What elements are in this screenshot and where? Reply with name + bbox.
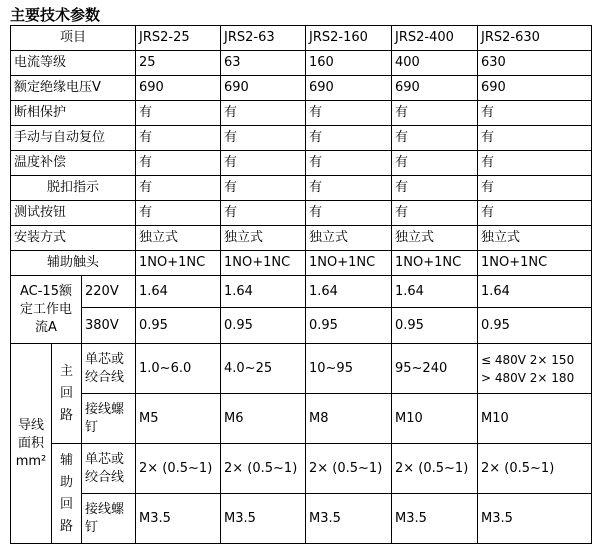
row-label: 安装方式 [11, 226, 136, 251]
ac15-label: AC-15额定工作电流A [11, 276, 82, 344]
cell-line: > 480V 2× 180 [481, 370, 575, 385]
table-cell: 160 [306, 51, 392, 76]
table-cell: M6 [221, 394, 306, 444]
table-cell: 有 [392, 201, 478, 226]
table-row [11, 76, 592, 101]
table-cell: M3.5 [392, 494, 478, 544]
table-cell: 63 [221, 51, 306, 76]
table-cell: 有 [306, 101, 392, 126]
header-model: JRS2-400 [392, 26, 478, 51]
table-row [11, 494, 592, 544]
table-cell: 有 [306, 176, 392, 201]
table-cell: 有 [221, 101, 306, 126]
table-cell: 1.0~6.0 [136, 344, 221, 394]
spec-table [10, 25, 592, 544]
table-cell: 有 [136, 101, 221, 126]
header-model: JRS2-63 [221, 26, 306, 51]
table-row [11, 251, 592, 276]
table-cell: 1.64 [478, 276, 592, 308]
table-cell: 690 [478, 76, 592, 101]
table-cell: 630 [478, 51, 592, 76]
row-label: 测试按钮 [11, 201, 136, 226]
table-cell: 有 [478, 201, 592, 226]
table-cell: 1NO+1NC [478, 251, 592, 276]
table-cell: 0.95 [306, 308, 392, 344]
table-cell: 10~95 [306, 344, 392, 394]
row-label: 断相保护 [11, 101, 136, 126]
table-row [11, 151, 592, 176]
table-cell: M10 [478, 394, 592, 444]
table-cell: M5 [136, 394, 221, 444]
table-row [11, 126, 592, 151]
table-cell: 有 [306, 126, 392, 151]
table-cell: 2× (0.5~1) [136, 444, 221, 494]
table-cell: 独立式 [306, 226, 392, 251]
table-cell: 690 [136, 76, 221, 101]
table-cell: 有 [306, 151, 392, 176]
table-row [11, 201, 592, 226]
table-cell: 有 [478, 151, 592, 176]
table-row [11, 308, 592, 344]
table-cell: M3.5 [136, 494, 221, 544]
row-sublabel: 接线螺钉 [82, 494, 136, 544]
table-row [11, 344, 592, 394]
table-row [11, 101, 592, 126]
page-title: 主要技术参数 [10, 6, 101, 24]
table-cell: 0.95 [392, 308, 478, 344]
row-sublabel: 单芯或绞合线 [82, 344, 136, 394]
table-cell: 有 [392, 151, 478, 176]
table-cell [478, 344, 592, 394]
table-cell: 有 [136, 201, 221, 226]
table-cell: 有 [478, 101, 592, 126]
cell-line: ≤ 480V 2× 150 [481, 352, 575, 367]
header-item: 项目 [11, 26, 136, 51]
table-cell: 0.95 [136, 308, 221, 344]
table-cell: 独立式 [136, 226, 221, 251]
row-sublabel: 220V [82, 276, 136, 308]
table-cell: 有 [221, 201, 306, 226]
table-cell: 独立式 [221, 226, 306, 251]
header-row [11, 26, 592, 51]
row-sublabel: 380V [82, 308, 136, 344]
header-model: JRS2-160 [306, 26, 392, 51]
table-cell: 25 [136, 51, 221, 76]
table-cell: 有 [136, 176, 221, 201]
row-sublabel: 接线螺钉 [82, 394, 136, 444]
table-cell: 有 [136, 151, 221, 176]
table-cell: 有 [392, 126, 478, 151]
table-cell: 1.64 [136, 276, 221, 308]
table-cell: 4.0~25 [221, 344, 306, 394]
table-cell: 400 [392, 51, 478, 76]
table-cell: 有 [221, 151, 306, 176]
table-cell: 2× (0.5~1) [306, 444, 392, 494]
table-cell: 有 [306, 201, 392, 226]
row-sublabel: 单芯或绞合线 [82, 444, 136, 494]
table-cell: M3.5 [221, 494, 306, 544]
table-row [11, 394, 592, 444]
row-label: 脱扣指示 [11, 176, 136, 201]
header-model: JRS2-25 [136, 26, 221, 51]
row-label: 温度补偿 [11, 151, 136, 176]
main-circuit-text: 主回路 [60, 363, 74, 423]
table-cell: 95~240 [392, 344, 478, 394]
table-row [11, 226, 592, 251]
table-cell: 有 [136, 126, 221, 151]
table-row [11, 444, 592, 494]
row-label: 电流等级 [11, 51, 136, 76]
row-label: 辅助触头 [11, 251, 136, 276]
table-cell: 1.64 [221, 276, 306, 308]
table-cell: 1NO+1NC [392, 251, 478, 276]
table-cell: M3.5 [478, 494, 592, 544]
table-cell: 0.95 [221, 308, 306, 344]
table-cell: 0.95 [478, 308, 592, 344]
table-cell: 1.64 [306, 276, 392, 308]
wire-area-label: 导线面积mm² [11, 344, 52, 544]
table-cell: M8 [306, 394, 392, 444]
table-row [11, 276, 592, 308]
table-cell: 690 [306, 76, 392, 101]
table-cell: 独立式 [478, 226, 592, 251]
table-cell: 独立式 [392, 226, 478, 251]
table-cell: 2× (0.5~1) [478, 444, 592, 494]
table-cell: 2× (0.5~1) [392, 444, 478, 494]
table-cell: 有 [478, 126, 592, 151]
table-cell: 690 [392, 76, 478, 101]
row-label: 手动与自动复位 [11, 126, 136, 151]
table-cell: 有 [221, 126, 306, 151]
table-cell: 2× (0.5~1) [221, 444, 306, 494]
aux-circuit-label [52, 444, 82, 544]
table-row [11, 51, 592, 76]
row-label: 额定绝缘电压V [11, 76, 136, 101]
table-cell: 1NO+1NC [136, 251, 221, 276]
table-cell: M10 [392, 394, 478, 444]
table-cell: 有 [392, 176, 478, 201]
main-circuit-label [52, 344, 82, 444]
table-cell: 有 [392, 101, 478, 126]
table-cell: 1.64 [392, 276, 478, 308]
aux-circuit-text: 辅助回路 [60, 452, 74, 534]
table-cell: 690 [221, 76, 306, 101]
table-cell: 有 [478, 176, 592, 201]
table-cell: 1NO+1NC [306, 251, 392, 276]
table-cell: 1NO+1NC [221, 251, 306, 276]
header-model: JRS2-630 [478, 26, 592, 51]
table-row [11, 176, 592, 201]
table-cell: M3.5 [306, 494, 392, 544]
table-cell: 有 [221, 176, 306, 201]
